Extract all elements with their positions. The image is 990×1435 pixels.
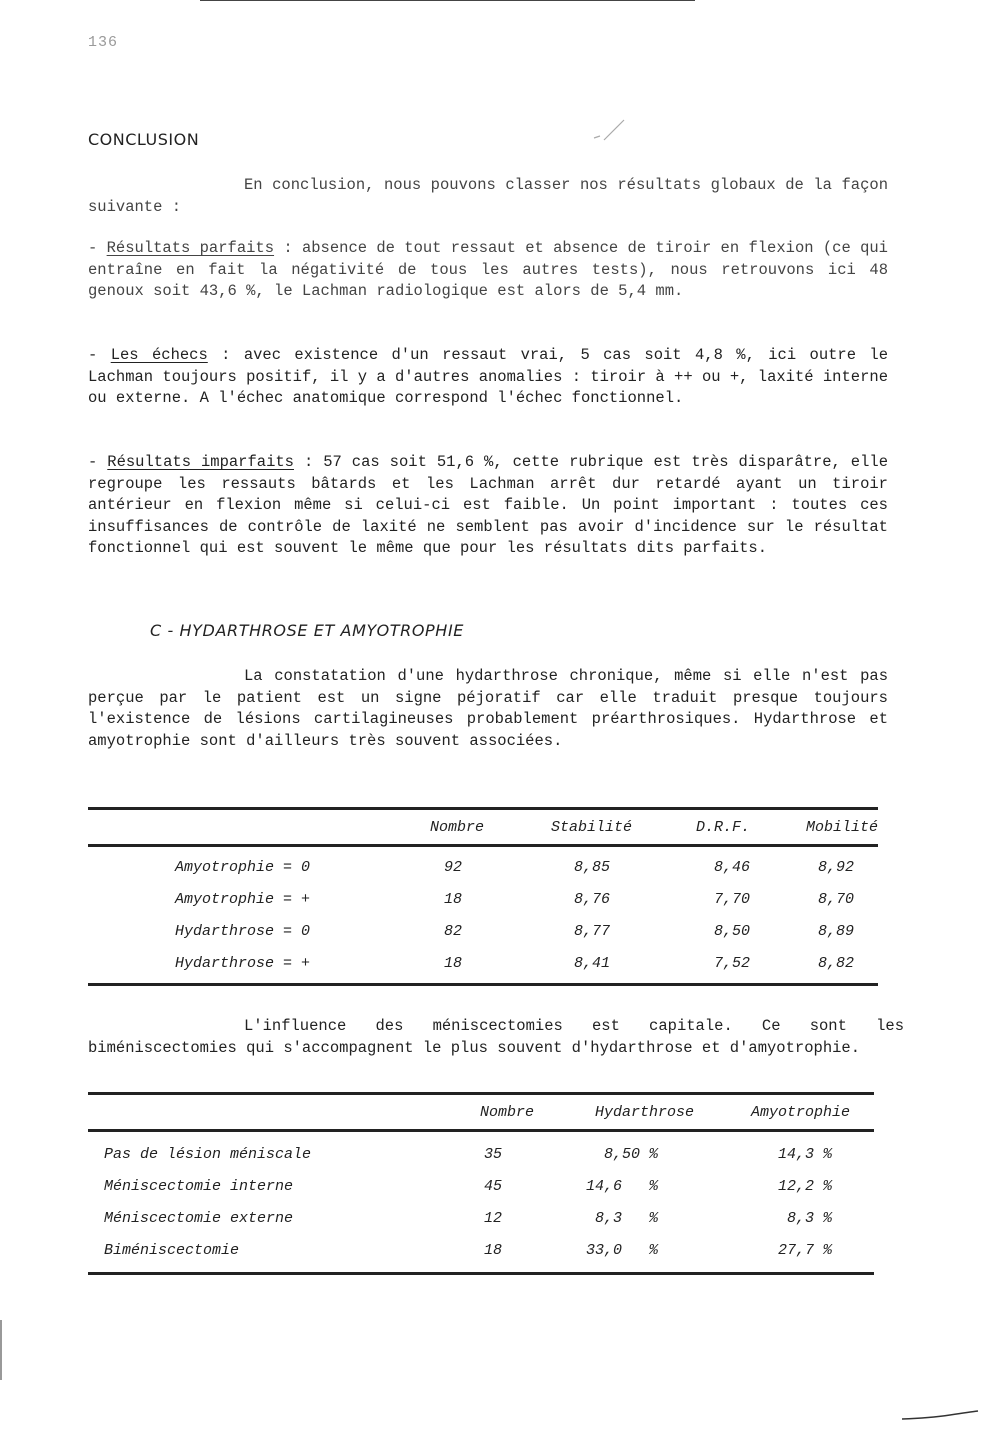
cell: 14,6 %	[585, 1177, 658, 1195]
table-header: Mobilité	[805, 818, 878, 836]
cell: 7,52	[713, 954, 750, 972]
cell: 33,0 %	[585, 1241, 658, 1259]
result-label: Résultats imparfaits	[107, 453, 294, 471]
cell: 82	[443, 922, 462, 940]
cell: 8,41	[573, 954, 610, 972]
table-row	[88, 883, 878, 915]
cell: 8,85	[573, 858, 610, 876]
cell: 18	[443, 890, 462, 908]
cell: 8,76	[573, 890, 610, 908]
intro-paragraph: En conclusion, nous pouvons classer nos résultats globaux de la façon suivante :	[88, 176, 888, 216]
pencil-mark-icon	[590, 118, 630, 144]
row-label: Méniscectomie externe	[104, 1209, 294, 1227]
row-label: Amyotrophie = +	[174, 890, 310, 908]
table-header-row	[88, 1094, 874, 1131]
cell: 8,77	[573, 922, 610, 940]
table-header: Stabilité	[550, 818, 632, 836]
table-header: Hydarthrose	[594, 1103, 694, 1121]
pen-stroke-icon	[900, 1408, 980, 1422]
table-header: Amyotrophie	[750, 1103, 850, 1121]
row-label: Pas de lésion méniscale	[104, 1145, 312, 1163]
result-imperfect: - Résultats imparfaits : 57 cas soit 51,6 %, cette rubrique est très disparâtre, elle regroupe les ressauts bâtards et les Lachman arrêt dur retardé ayant un tiroir antérieur en flexion même si celui-ci est faible. Un point important : toutes ces insuffisances de contrôle de laxité ne semblent pas avoir d'incidence sur le résultat fonctionnel qui est souvent le même que pour les résultats dits parfaits.	[88, 453, 889, 557]
row-label: Amyotrophie = 0	[174, 858, 310, 876]
cell: 45	[483, 1177, 502, 1195]
row-label: Hydarthrose = +	[174, 954, 310, 972]
table-amyotrophy-hydarthrosis	[88, 807, 878, 986]
row-label: Méniscectomie interne	[104, 1177, 294, 1195]
table-header	[88, 1094, 404, 1131]
row-label: Biméniscectomie	[104, 1241, 240, 1259]
cell: 12	[483, 1209, 502, 1227]
table-header: D.R.F.	[695, 818, 750, 836]
cell: 8,3 %	[594, 1209, 658, 1227]
subsection-heading: C - HYDARTHROSE ET AMYOTROPHIE	[150, 621, 464, 640]
table-meniscectomy	[88, 1092, 874, 1275]
table-row	[88, 915, 878, 947]
cell: 18	[443, 954, 462, 972]
meniscectomy-paragraph: L'influence des méniscectomies est capitale. Ce sont les biméniscectomies qui s'accompagnent le plus souvent d'hydarthrose et d'amyotrophie.	[88, 1017, 904, 1057]
cell: 8,70	[817, 890, 854, 908]
cell: 12,2 %	[777, 1177, 832, 1195]
cell: 14,3 %	[777, 1145, 832, 1163]
table-header-row	[88, 809, 878, 846]
table-row	[88, 1202, 874, 1234]
table-header	[88, 809, 310, 846]
section-c-paragraph: La constatation d'une hydarthrose chronique, même si elle n'est pas perçue par le patient est un signe péjoratif car elle traduit presque toujours l'existence de lésions cartilagineuses probablement préarthrosiques. Hydarthrose et amyotrophie sont d'ailleurs très souvent associées.	[88, 667, 888, 750]
cell: 8,50	[713, 922, 750, 940]
table-row	[88, 947, 878, 985]
result-failures: - Les échecs : avec existence d'un ressaut vrai, 5 cas soit 4,8 %, ici outre le Lachman toujours positif, il y a d'autres anomalies : tiroir à ++ ou +, laxité interne ou externe. A l'échec anatomique correspond l'échec fonctionnel.	[88, 346, 889, 407]
section-heading: CONCLUSION	[88, 130, 200, 149]
cell: 8,92	[817, 858, 854, 876]
cell: 35	[483, 1145, 502, 1163]
scan-edge-mark	[0, 1320, 2, 1380]
result-label: Les échecs	[110, 346, 208, 364]
cell: 92	[443, 858, 462, 876]
cell: 8,89	[817, 922, 854, 940]
cell: 8,3 %	[786, 1209, 832, 1227]
table-row	[88, 1131, 874, 1171]
cell: 27,7 %	[777, 1241, 832, 1259]
row-label: Hydarthrose = 0	[174, 922, 310, 940]
table-row	[88, 1170, 874, 1202]
top-rule	[200, 0, 695, 1]
table-row	[88, 846, 878, 884]
cell: 7,70	[713, 890, 750, 908]
page-number: 136	[88, 34, 119, 51]
cell: 8,82	[817, 954, 854, 972]
cell: 8,50 %	[603, 1145, 658, 1163]
result-perfect: - Résultats parfaits : absence de tout ressaut et absence de tiroir en flexion (ce qui entraîne en fait la négativité de tous les autres tests), nous retrouvons ici 48 genoux soit 43,6 %, le Lachman radiologique est alors de 5,4 mm.	[88, 239, 888, 300]
cell: 8,46	[713, 858, 750, 876]
cell: 18	[483, 1241, 502, 1259]
table-header: Nombre	[479, 1103, 534, 1121]
table-header: Nombre	[429, 818, 484, 836]
result-label: Résultats parfaits	[106, 239, 275, 257]
table-row	[88, 1234, 874, 1274]
